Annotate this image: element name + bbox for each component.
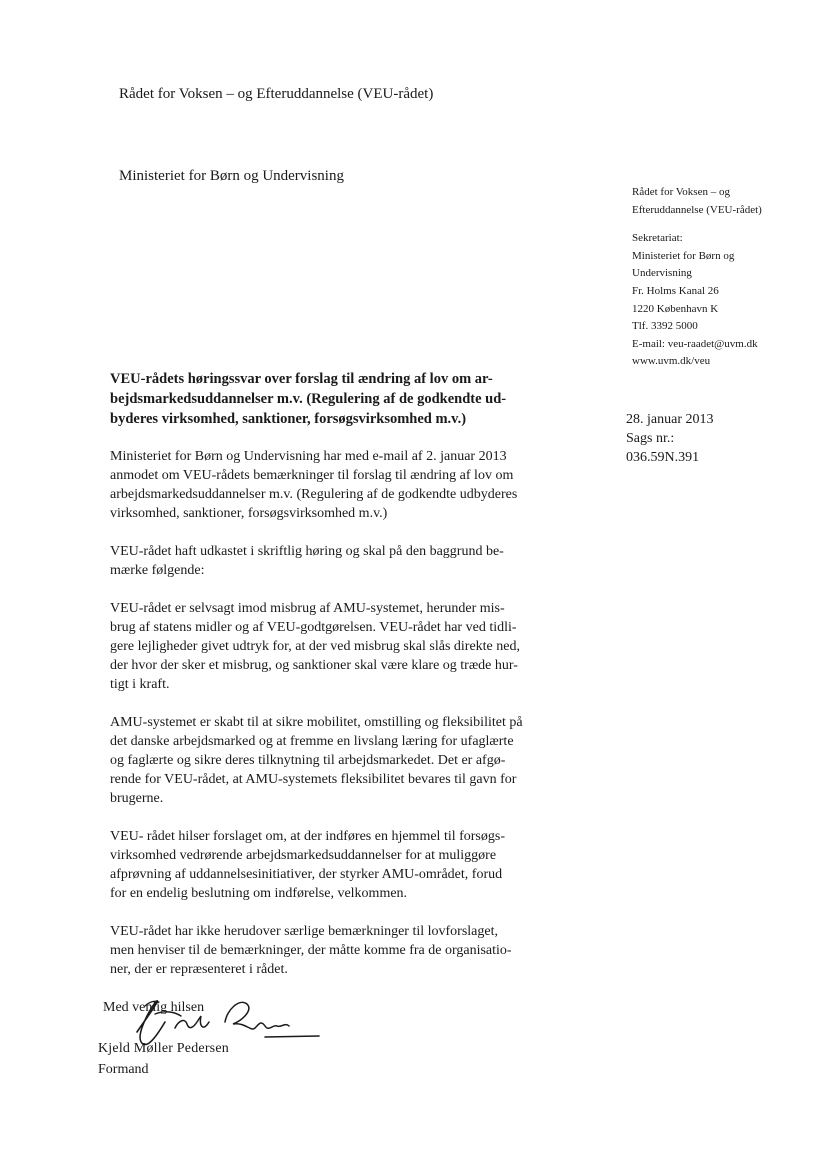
- subject-line: VEU-rådets høringssvar over forslag til ændring af lov om ar-: [110, 371, 493, 387]
- paragraph-line: brug af statens midler og af VEU-godtgørelsen. VEU-rådet har ved tidli-: [110, 620, 517, 635]
- paragraph: [110, 922, 580, 979]
- paragraph-line: VEU-rådet er selvsagt imod misbrug af AMU-systemet, herunder mis-: [110, 601, 505, 616]
- paragraph-line: men henviser til de bemærkninger, der måtte komme fra de organisatio-: [110, 943, 512, 958]
- paragraph: [110, 713, 580, 808]
- case-number-label: Sags nr.:: [626, 431, 675, 446]
- paragraph-line: virksomhed vedrørende arbejdsmarkedsuddannelser for at muliggøre: [110, 848, 497, 863]
- subject-line: byderes virksomhed, sanktioner, forsøgsvirksomhed m.v.): [110, 411, 467, 427]
- sender-line: Rådet for Voksen – og: [632, 186, 730, 198]
- paragraph-line: gere lejligheder givet udtryk for, at der ved misbrug skal slås direkte ned,: [110, 639, 520, 654]
- paragraph-line: anmodet om VEU-rådets bemærkninger til forslag til ændring af lov om: [110, 468, 514, 483]
- paragraph-line: brugerne.: [110, 791, 164, 806]
- paragraph-line: VEU- rådet hilser forslaget om, at der indføres en hjemmel til forsøgs-: [110, 829, 505, 844]
- secretariat-email: E-mail: veu-raadet@uvm.dk: [632, 337, 758, 350]
- closing-greeting: Med venlig hilsen: [103, 1000, 205, 1015]
- secretariat-line: Tlf. 3392 5000: [632, 320, 698, 333]
- sender-line: Efteruddannelse (VEU-rådet): [632, 203, 762, 216]
- paragraph-line: og faglærte og sikre deres tilknytning til arbejdsmarkedet. Det er afgø-: [110, 753, 506, 768]
- paragraph-line: Ministeriet for Børn og Undervisning har med e-mail af 2. januar 2013: [110, 449, 507, 464]
- paragraph: [110, 447, 580, 523]
- recipient: Ministeriet for Børn og Undervisning: [119, 168, 344, 184]
- letter-body: [110, 369, 580, 998]
- sender-info: [632, 184, 822, 382]
- paragraph-line: virksomhed, sanktioner, forsøgsvirksomhed m.v.): [110, 506, 388, 521]
- paragraph: [110, 542, 580, 580]
- secretariat-line: Undervisning: [632, 267, 692, 280]
- paragraph-line: VEU-rådet har ikke herudover særlige bemærkninger til lovforslaget,: [110, 924, 498, 939]
- subject-line: bejdsmarkedsuddannelser m.v. (Regulering af de godkendte ud-: [110, 391, 507, 407]
- paragraph-line: ner, der er repræsenteret i rådet.: [110, 962, 288, 977]
- letter-date: 28. januar 2013: [626, 412, 714, 427]
- paragraph-line: tigt i kraft.: [110, 677, 170, 692]
- sender-name: [632, 184, 822, 219]
- paragraph-line: der hvor der sker et misbrug, og sanktioner skal være klare og træde hur-: [110, 658, 518, 673]
- letterhead-organization: Rådet for Voksen – og Efteruddannelse (VEU-rådet): [119, 86, 434, 102]
- paragraph-line: afprøvning af uddannelsesinitiativer, der styrker AMU-området, forud: [110, 867, 503, 882]
- signatory-name: Kjeld Møller Pedersen: [98, 1041, 229, 1056]
- paragraph-line: arbejdsmarkedsuddannelser m.v. (Regulering af de godkendte udbyderes: [110, 487, 518, 502]
- date-case-block: [626, 410, 713, 467]
- secretariat-website: www.uvm.dk/veu: [632, 355, 711, 368]
- case-number: 036.59N.391: [626, 450, 700, 465]
- paragraph-line: mærke følgende:: [110, 563, 205, 578]
- paragraph: [110, 599, 580, 694]
- secretariat-line: Sekretariat:: [632, 232, 683, 245]
- secretariat-line: Ministeriet for Børn og: [632, 249, 735, 262]
- subject-heading: [110, 369, 580, 429]
- secretariat-line: 1220 København K: [632, 302, 719, 315]
- paragraph-line: rende for VEU-rådet, at AMU-systemets fleksibilitet bevares til gavn for: [110, 772, 517, 787]
- paragraph-line: for en endelig beslutning om indførelse, velkommen.: [110, 886, 408, 901]
- paragraph-line: VEU-rådet haft udkastet i skriftlig høring og skal på den baggrund be-: [110, 544, 504, 559]
- paragraph-line: AMU-systemet er skabt til at sikre mobilitet, omstilling og fleksibilitet på: [110, 715, 523, 730]
- secretariat-address: [632, 230, 822, 371]
- secretariat-line: Fr. Holms Kanal 26: [632, 284, 719, 297]
- paragraph: [110, 827, 580, 903]
- signatory-title: Formand: [98, 1062, 149, 1077]
- paragraph-line: det danske arbejdsmarked og at fremme en livslang læring for ufaglærte: [110, 734, 514, 749]
